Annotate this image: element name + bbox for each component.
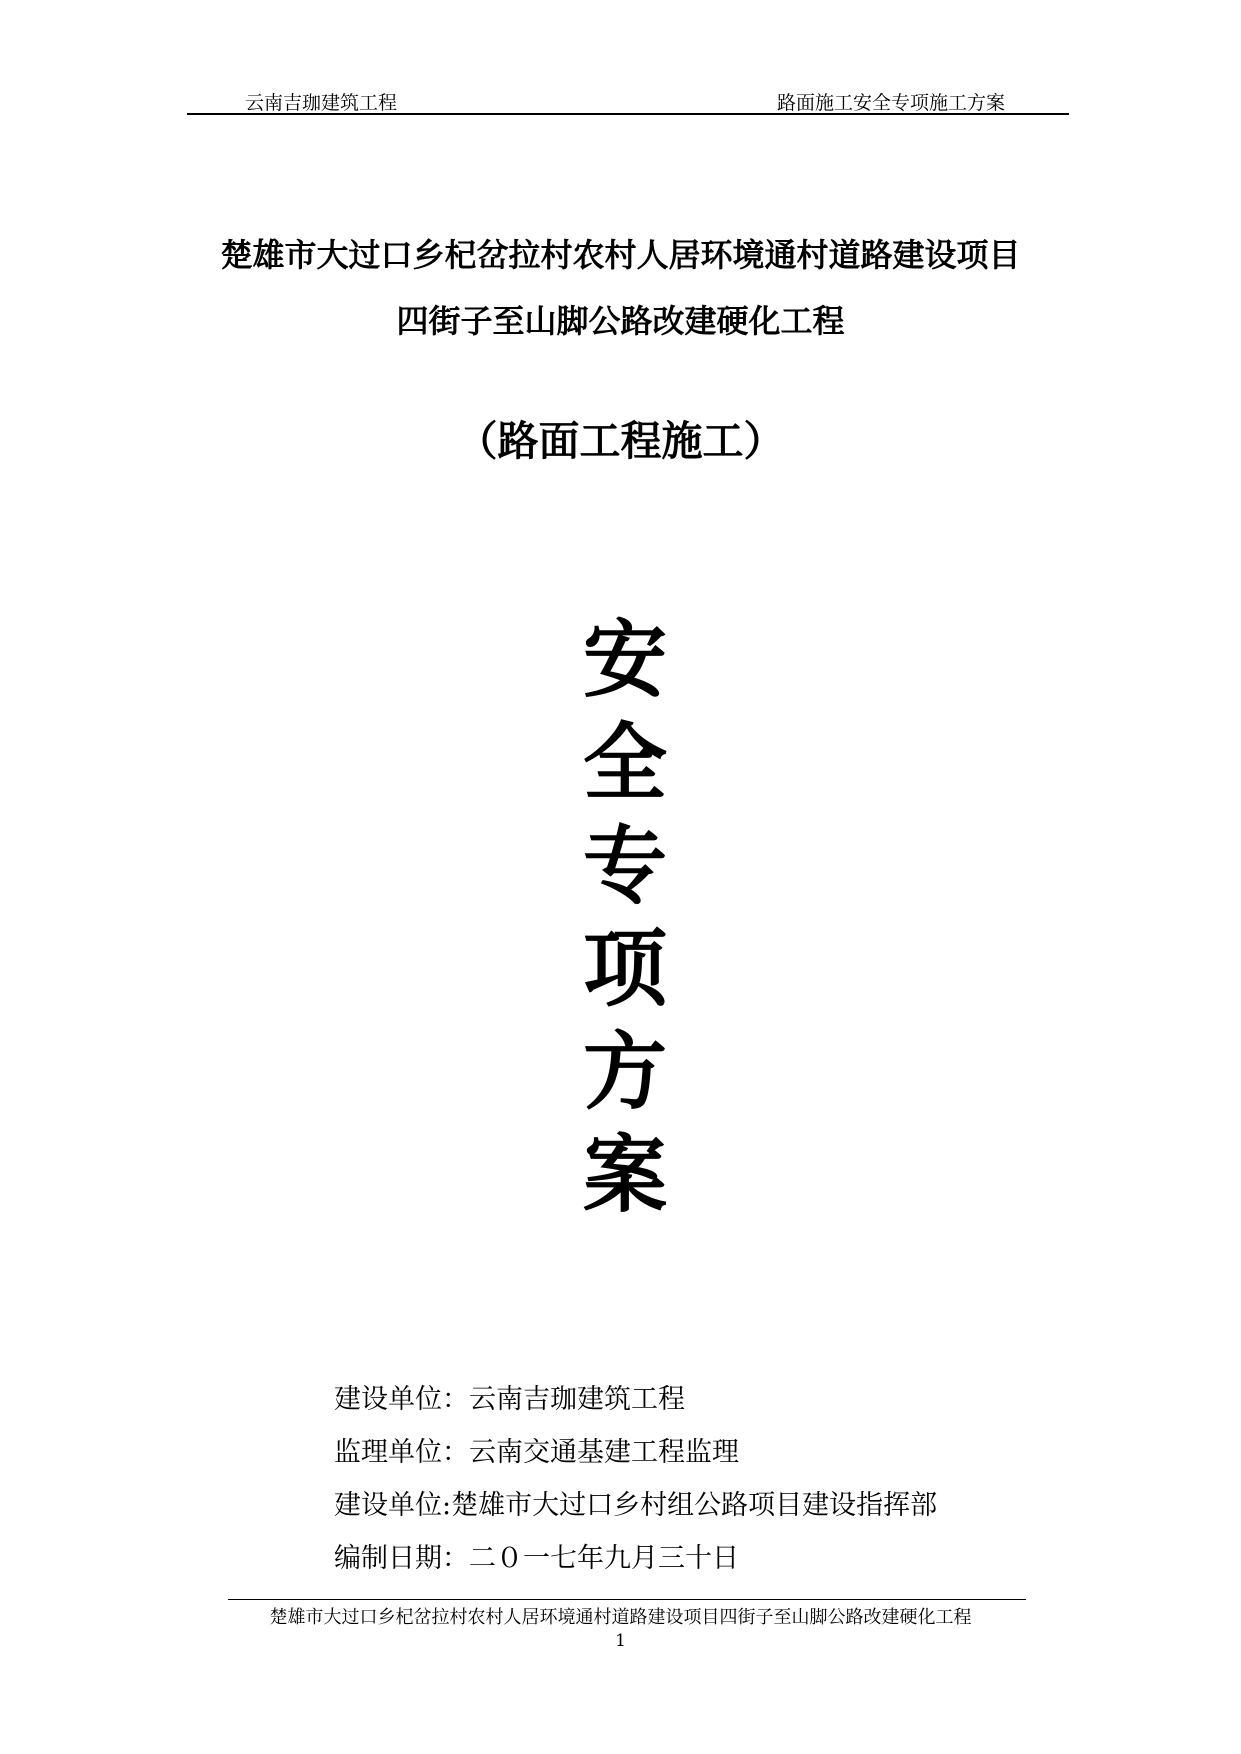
vertical-title-char: 专 [582,816,667,915]
supervision-unit: 监理单位：云南交通基建工程监理 [334,1437,739,1468]
header-document-title: 路面施工安全专项施工方案 [776,92,1005,114]
footer-divider [228,1599,1026,1600]
vertical-title-char: 案 [582,1125,667,1224]
vertical-title-char: 安 [582,610,667,709]
project-title-line-1: 楚雄市大过口乡杞岔拉村农村人居环境通村道路建设项目 [220,236,1021,274]
project-title-line-2: 四街子至山脚公路改建硬化工程 [396,302,845,340]
vertical-title [575,608,675,1226]
compile-date: 编制日期：二０一七年九月三十日 [334,1543,739,1574]
header-divider [187,113,1069,115]
vertical-title-char: 全 [582,713,667,812]
vertical-title-char: 方 [582,1022,667,1121]
subtitle: （路面工程施工） [456,417,785,465]
construction-unit: 建设单位：云南吉珈建筑工程 [334,1384,685,1415]
header-company: 云南吉珈建筑工程 [245,92,398,114]
owner-unit: 建设单位:楚雄市大过口乡村组公路项目建设指挥部 [334,1490,938,1521]
vertical-title-char: 项 [582,919,667,1018]
footer-project-name: 楚雄市大过口乡杞岔拉村农村人居环境通村道路建设项目四街子至山脚公路改建硬化工程 [269,1607,972,1628]
page-number: 1 [615,1631,626,1651]
